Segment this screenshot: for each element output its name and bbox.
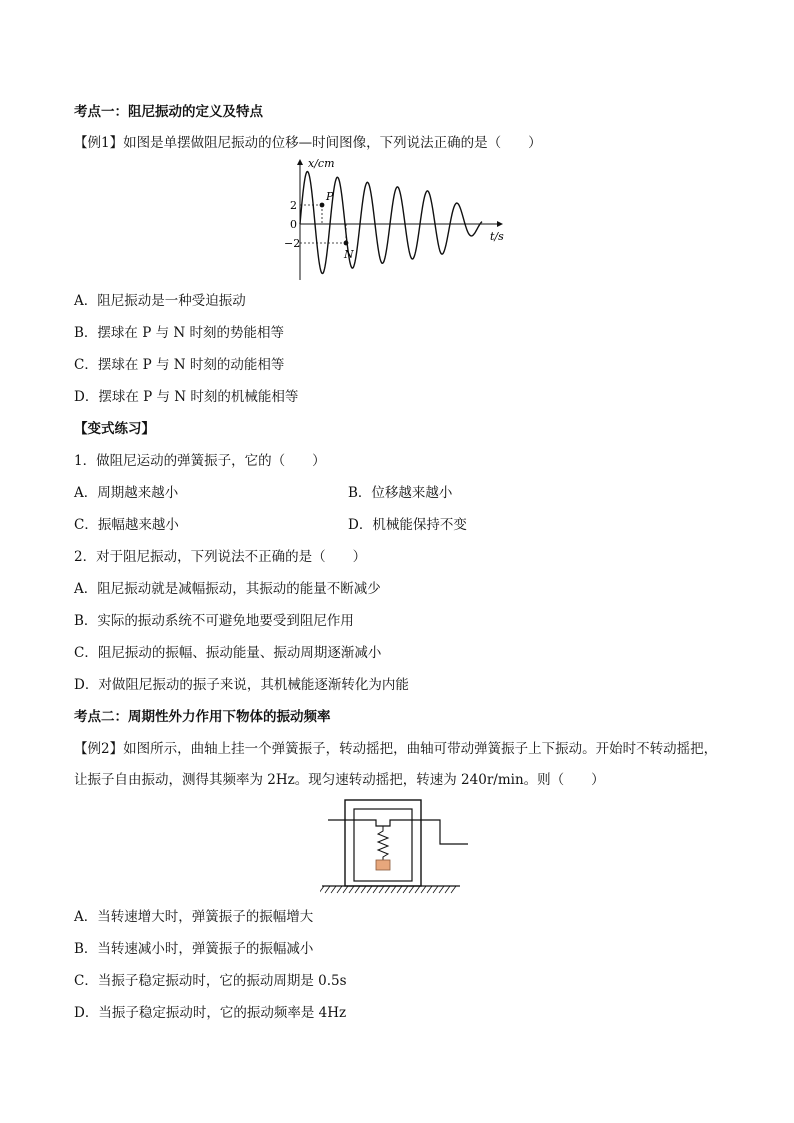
hatch-line	[445, 886, 450, 893]
hatch-line	[325, 886, 330, 893]
q1-option-c: C．振幅越来越小	[74, 517, 179, 533]
q2-question: 2．对于阻尼振动，下列说法不正确的是（ ）	[74, 549, 367, 565]
hatch-line	[355, 886, 360, 893]
point-p-label: P	[326, 190, 334, 203]
hatch-line	[349, 886, 354, 893]
q2-option-b: B．实际的振动系统不可避免地要受到阻尼作用	[74, 613, 354, 629]
ground-hatch	[320, 886, 456, 893]
q2-option-a: A．阻尼振动就是减幅振动，其振动的能量不断减少	[74, 581, 381, 597]
hatch-line	[415, 886, 420, 893]
hatch-line	[391, 886, 396, 893]
hatch-line	[361, 886, 366, 893]
example2-question-line2: 让振子自由振动，测得其频率为 2Hz。现匀速转动摇把，转速为 240r/min。则（ ）	[74, 772, 605, 788]
damped-oscillation-graph	[282, 156, 512, 282]
q1-option-a: A．周期越来越小	[74, 485, 179, 501]
example2-option-a: A．当转速增大时，弹簧振子的振幅增大	[74, 909, 314, 925]
example1-option-b: B．摆球在 P 与 N 时刻的势能相等	[74, 325, 284, 341]
hatch-line	[367, 886, 372, 893]
hatch-line	[343, 886, 348, 893]
hatch-line	[331, 886, 336, 893]
oscillator-mass	[376, 860, 390, 870]
example1-question: 【例1】如图是单摆做阻尼振动的位移—时间图像，下列说法正确的是（ ）	[74, 135, 542, 151]
spring	[378, 826, 388, 860]
tick-neg: −2	[284, 237, 301, 250]
crank-spring-apparatus	[320, 796, 480, 896]
hatch-line	[385, 886, 390, 893]
hatch-line	[439, 886, 444, 893]
section2-heading: 考点二：周期性外力作用下物体的振动频率	[74, 709, 331, 725]
example1-option-c: C．摆球在 P 与 N 时刻的动能相等	[74, 357, 285, 373]
outer-frame	[345, 800, 421, 886]
damped-curve	[300, 172, 482, 274]
example2-question-line1: 【例2】如图所示，曲轴上挂一个弹簧振子，转动摇把，曲轴可带动弹簧振子上下振动。开始时不转动摇把，	[74, 741, 718, 757]
example1-option-d: D．摆球在 P 与 N 时刻的机械能相等	[74, 389, 299, 405]
point-p-marker	[320, 203, 325, 208]
hatch-line	[451, 886, 456, 893]
hatch-line	[320, 886, 324, 893]
example2-option-d: D．当振子稳定振动时，它的振动频率是 4Hz	[74, 1005, 347, 1021]
point-n-marker	[344, 241, 349, 246]
q2-option-d: D．对做阻尼振动的振子来说，其机械能逐渐转化为内能	[74, 677, 409, 693]
q1-question: 1．做阻尼运动的弹簧振子，它的（ ）	[74, 453, 326, 469]
hatch-line	[373, 886, 378, 893]
y-axis-label: x/cm	[308, 157, 335, 170]
example2-option-b: B．当转速减小时，弹簧振子的振幅减小	[74, 941, 314, 957]
practice-heading: 【变式练习】	[74, 421, 155, 437]
hatch-line	[379, 886, 384, 893]
example1-option-a: A．阻尼振动是一种受迫振动	[74, 293, 246, 309]
tick-pos: 2	[290, 199, 297, 212]
section1-heading: 考点一：阻尼振动的定义及特点	[74, 104, 263, 120]
example2-option-c: C．当振子稳定振动时，它的振动周期是 0.5s	[74, 973, 347, 989]
tick-zero: 0	[290, 218, 297, 231]
x-axis-label: t/s	[490, 230, 504, 243]
hatch-line	[337, 886, 342, 893]
hatch-line	[427, 886, 432, 893]
hatch-line	[421, 886, 426, 893]
q2-option-c: C．阻尼振动的振幅、振动能量、振动周期逐渐减小	[74, 645, 382, 661]
hatch-line	[403, 886, 408, 893]
q1-option-d: D．机械能保持不变	[348, 517, 467, 533]
point-n-label: N	[344, 248, 354, 261]
hatch-line	[409, 886, 414, 893]
crank-shaft	[328, 820, 468, 844]
q1-option-b: B．位移越来越小	[348, 485, 453, 501]
hatch-line	[397, 886, 402, 893]
hatch-line	[433, 886, 438, 893]
